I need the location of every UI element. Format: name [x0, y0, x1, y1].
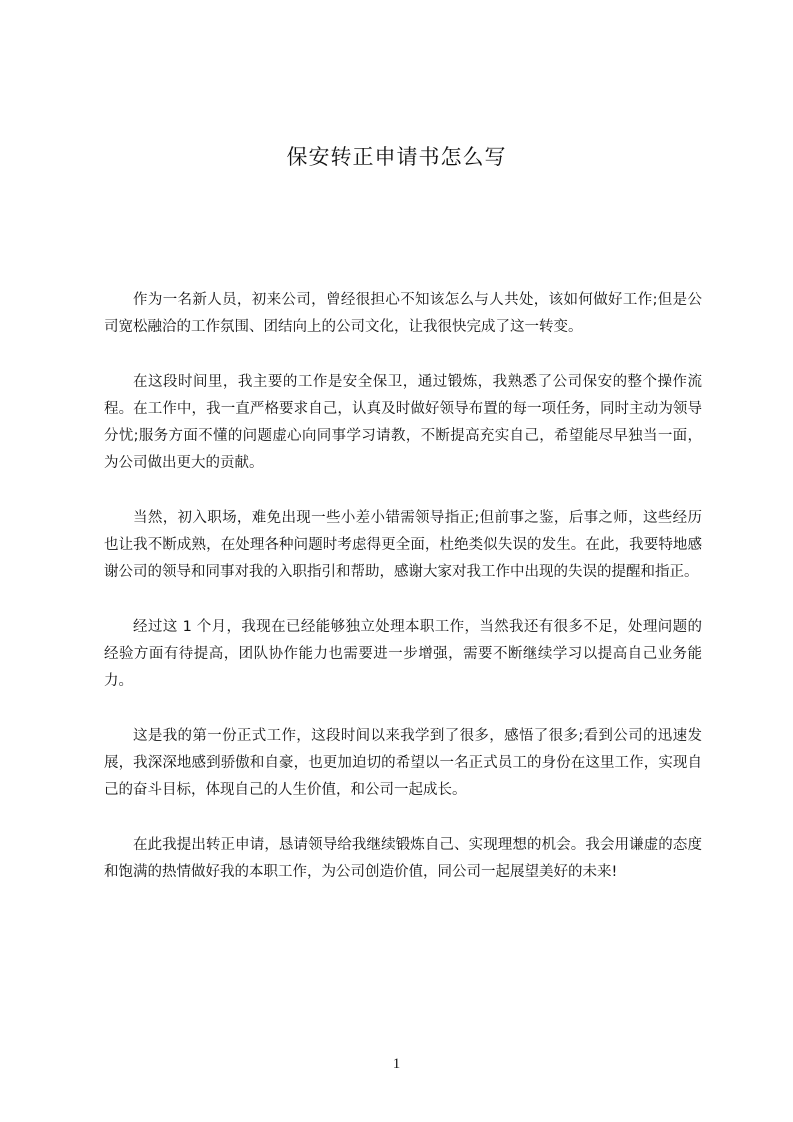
paragraph-4: 经过这 1 个月，我现在已经能够独立处理本职工作，当然我还有很多不足，处理问题的经验方面有待提高，团队协作能力也需要进一步增强，需要不断继续学习以提高自己业务能力。 — [104, 619, 702, 689]
paragraph-5: 这是我的第一份正式工作，这段时间以来我学到了很多，感悟了很多;看到公司的迅速发展，我深深地感到骄傲和自豪，也更加迫切的希望以一名正式员工的身份在这里工作，实现自己的奋斗目标，体现自己的人生价值，和公司一起成长。 — [104, 728, 702, 798]
paragraph-3: 当然，初入职场，难免出现一些小差小错需领导指正;但前事之鉴，后事之师，这些经历也让我不断成熟，在处理各种问题时考虑得更全面，杜绝类似失误的发生。在此，我要特地感谢公司的领导和同事对我的入职指引和帮助，感谢大家对我工作中出现的失误的提醒和指正。 — [104, 510, 702, 580]
document-body — [104, 287, 702, 914]
paragraph-2: 在这段时间里，我主要的工作是安全保卫，通过锻炼，我熟悉了公司保安的整个操作流程。在工作中，我一直严格要求自己，认真及时做好领导布置的每一项任务，同时主动为领导分忧;服务方面不懂的问题虚心向同事学习请教，不断提高充实自己，希望能尽早独当一面，为公司做出更大的贡献。 — [104, 374, 702, 471]
paragraph-1: 作为一名新人员，初来公司，曾经很担心不知该怎么与人共处，该如何做好工作;但是公司宽松融洽的工作氛围、团结向上的公司文化，让我很快完成了这一转变。 — [104, 292, 702, 335]
page-number: 1 — [392, 1056, 401, 1072]
document-title: 保安转正申请书怎么写 — [286, 145, 507, 169]
paragraph-6: 在此我提出转正申请，恳请领导给我继续锻炼自己、实现理想的机会。我会用谦虚的态度和饱满的热情做好我的本职工作，为公司创造价值，同公司一起展望美好的未来! — [104, 837, 702, 880]
